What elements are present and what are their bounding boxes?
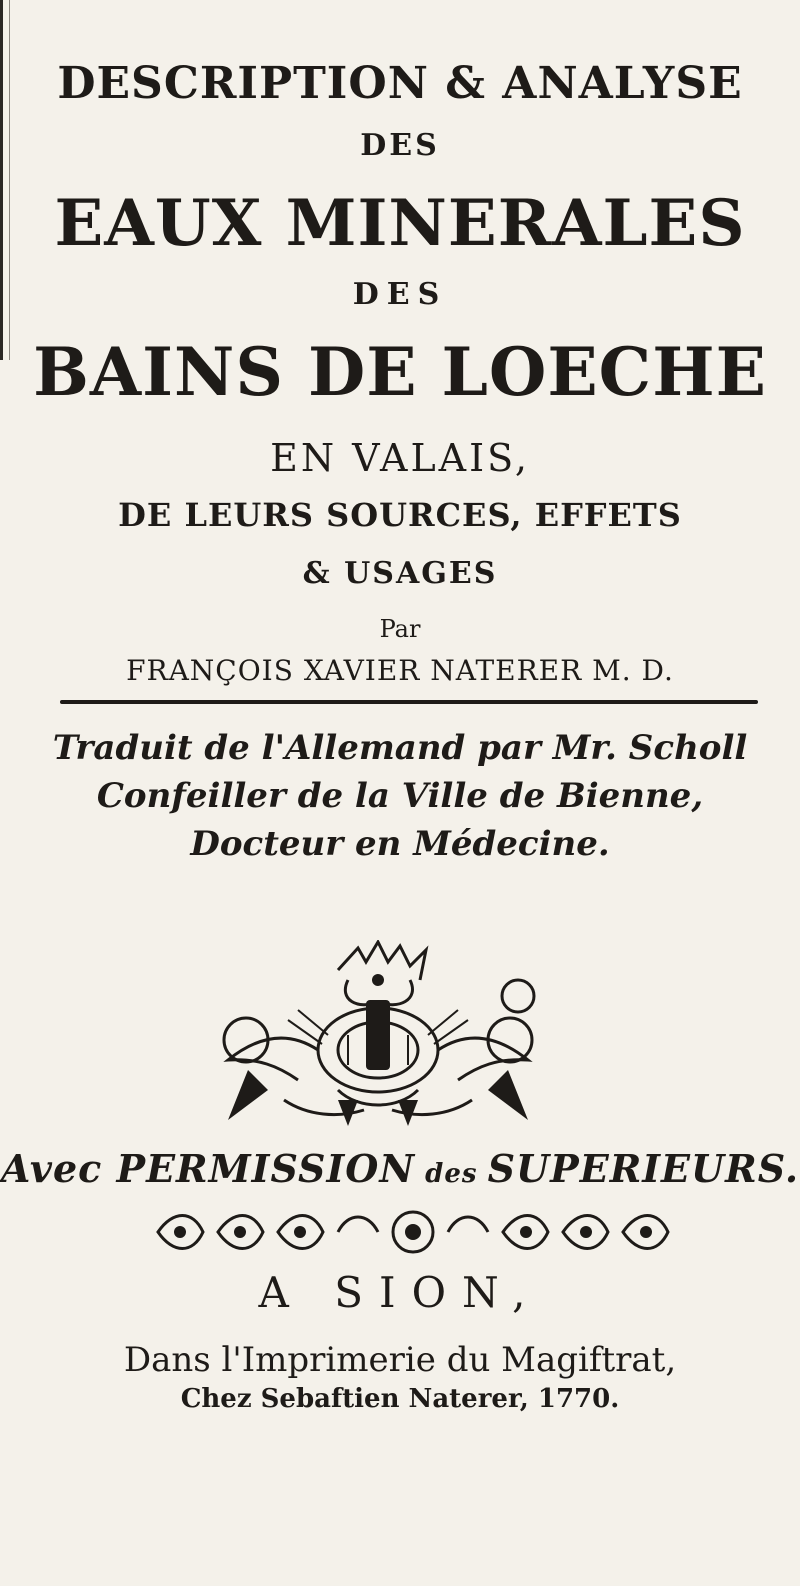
title-line-des-2: DES bbox=[352, 277, 448, 312]
imprint-printer-name: Chez Sebaftien Naterer, 1770. bbox=[180, 1384, 620, 1414]
imprint-printer: Dans l'Imprimerie du Magiftrat, bbox=[123, 1340, 677, 1380]
horizontal-rule bbox=[60, 700, 758, 704]
title-line-sources: DE LEURS SOURCES, EFFETS bbox=[118, 496, 682, 534]
permission-mid: des bbox=[415, 1159, 488, 1189]
imprint-place: A SION, bbox=[258, 1268, 542, 1317]
title-line-des: DES bbox=[360, 128, 440, 163]
translation-line-2: Confeiller de la Ville de Bienne, bbox=[96, 776, 704, 816]
permission-prefix: Avec PERMISSION bbox=[0, 1146, 416, 1191]
eagle-vignette-icon bbox=[188, 940, 568, 1130]
title-line-usages: & USAGES bbox=[302, 556, 498, 591]
title-line-en-valais: EN VALAIS, bbox=[270, 436, 530, 480]
title-line-eaux-minerales: EAUX MINERALES bbox=[54, 186, 746, 261]
author-name: FRANÇOIS XAVIER NATERER M. D. bbox=[126, 654, 674, 687]
translation-line-1: Traduit de l'Allemand par Mr. Scholl bbox=[52, 728, 748, 768]
translation-line-3: Docteur en Médecine. bbox=[190, 824, 610, 864]
fleuron-band-icon bbox=[148, 1204, 678, 1260]
title-line-description: DESCRIPTION & ANALYSE bbox=[57, 58, 743, 109]
permission-suffix: SUPERIEURS. bbox=[487, 1146, 800, 1191]
byline-par: Par bbox=[379, 615, 421, 643]
title-line-bains-de-loeche: BAINS DE LOECHE bbox=[33, 333, 767, 411]
permission-line bbox=[0, 1146, 800, 1191]
